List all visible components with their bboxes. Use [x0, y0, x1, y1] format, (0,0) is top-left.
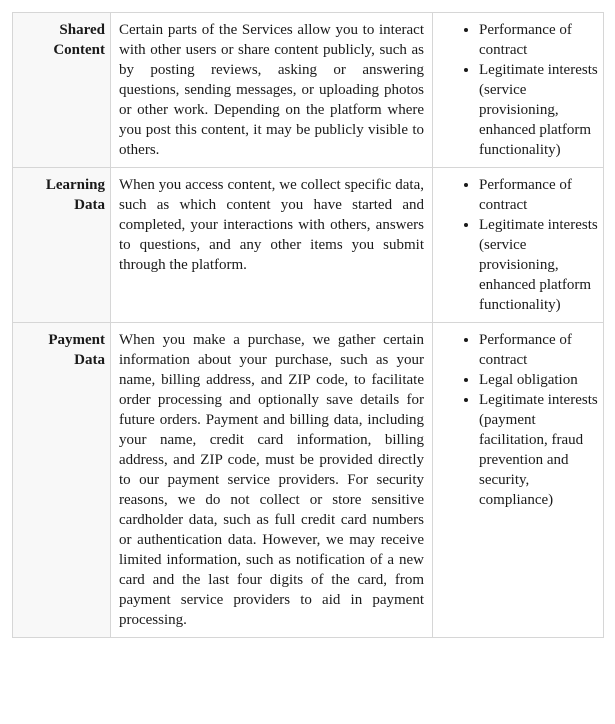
data-collection-table: [12, 12, 604, 638]
row-description: When you make a purchase, we gather certain information about your purchase, such as your name, billing address, and ZIP code, to facilitate order processing and optionally save details for future orders. Payment and billing data, including your name, credit card information, billing address, and ZIP code, must be provided directly to our payment service providers. For security reasons, we do not collect or store sensitive cardholder data, such as full credit card numbers or authentication data. However, we may receive limited information, such as notification of a new card and the last four digits of the card, from payment service providers to aid in payment processing.: [111, 323, 433, 638]
legal-basis-item: • Legitimate interests (service provisioning, enhanced platform functionality): [479, 60, 599, 160]
row-legal-bases-cell: [433, 323, 604, 638]
table-row-shared-content: [13, 13, 604, 168]
legal-basis-item: • Performance of contract: [479, 20, 599, 60]
legal-basis-item: • Legitimate interests (service provisioning, enhanced platform functionality): [479, 215, 599, 315]
row-description: When you access content, we collect specific data, such as which content you have started and completed, your interactions with others, answers to questions, and any other items you submit through the platform.: [111, 168, 433, 323]
legal-basis-item: • Performance of contract: [479, 330, 599, 370]
row-legal-bases-cell: [433, 13, 604, 168]
row-legal-bases-cell: [433, 168, 604, 323]
row-title: Shared Content: [13, 13, 111, 168]
legal-basis-list: [433, 175, 599, 315]
legal-basis-list: [433, 20, 599, 160]
legal-basis-item: • Performance of contract: [479, 175, 599, 215]
legal-basis-list: [433, 330, 599, 510]
legal-basis-item: • Legal obligation: [479, 370, 599, 390]
table-row-payment-data: [13, 323, 604, 638]
row-description: Certain parts of the Services allow you to interact with other users or share content publicly, such as by posting reviews, asking or answering questions, sending messages, or uploading photos or other work. Depending on the platform where you post this content, it may be publicly visible to others.: [111, 13, 433, 168]
row-title: Payment Data: [13, 323, 111, 638]
legal-basis-item: • Legitimate interests (payment facilitation, fraud prevention and security, compliance): [479, 390, 599, 510]
table-row-learning-data: [13, 168, 604, 323]
row-title: Learning Data: [13, 168, 111, 323]
